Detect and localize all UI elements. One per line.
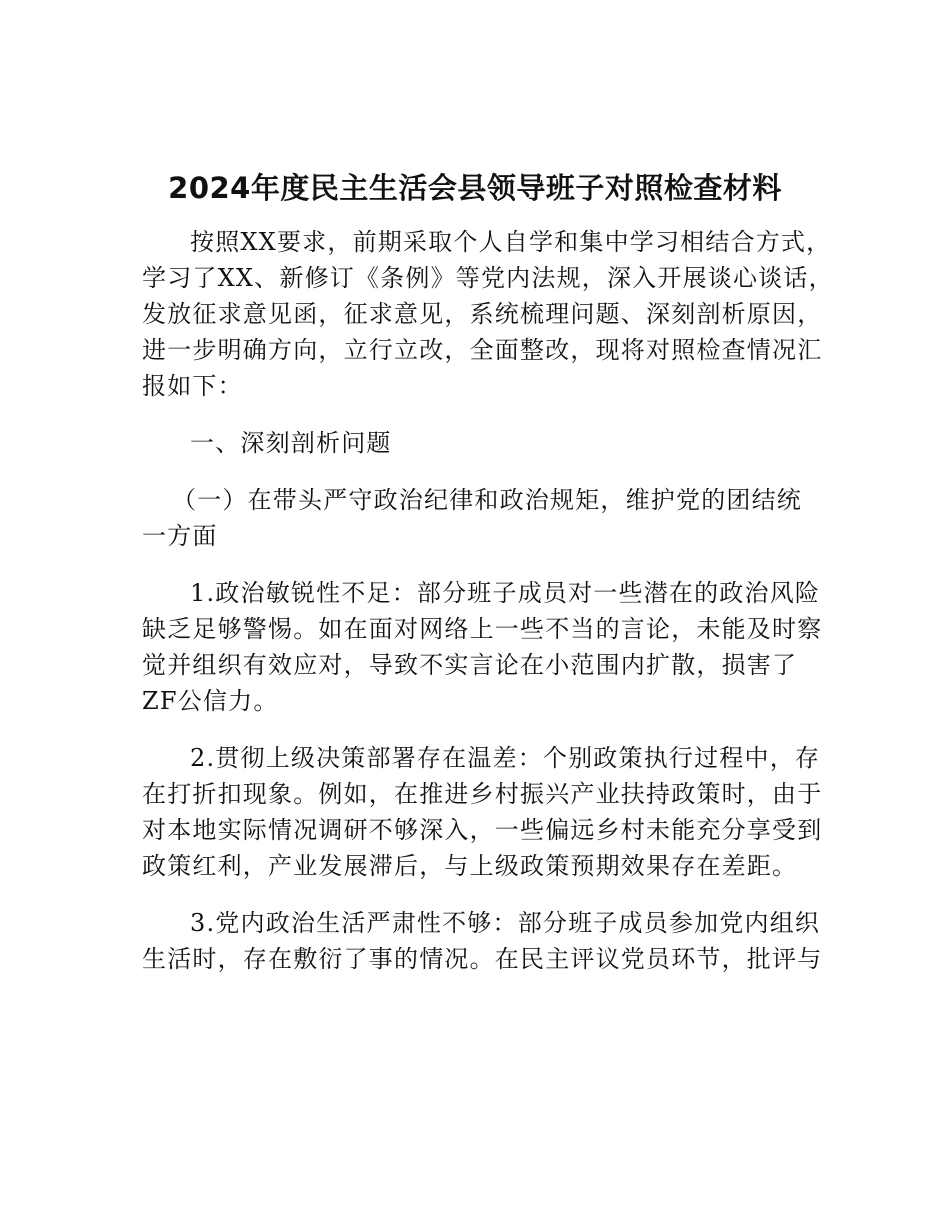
text-line: 发放征求意见函，征求意见，系统梳理问题、深刻剖析原因， bbox=[142, 300, 823, 328]
text-line: 1.政治敏锐性不足：部分班子成员对一些潜在的政治风险 bbox=[190, 579, 821, 607]
paragraph-item-1 bbox=[142, 575, 822, 719]
text-line: 一、深刻剖析问题 bbox=[190, 429, 392, 457]
text-line: 觉并组织有效应对，导致不实言论在小范围内扩散，损害了 bbox=[142, 651, 798, 679]
text-line: 2.贯彻上级决策部署存在温差：个别政策执行过程中，存 bbox=[190, 744, 821, 772]
paragraph-intro bbox=[142, 224, 834, 404]
text-line: 政策红利，产业发展滞后，与上级政策预期效果存在差距。 bbox=[142, 852, 798, 880]
text-line: 学习了XX、新修订《条例》等党内法规，深入开展谈心谈话， bbox=[142, 264, 834, 292]
text-line: 按照XX要求，前期采取个人自学和集中学习相结合方式， bbox=[190, 228, 832, 256]
text-line: 报如下： bbox=[142, 372, 243, 400]
text-line: 进一步明确方向，立行立改，全面整改，现将对照检查情况汇 bbox=[142, 336, 823, 364]
document-body bbox=[142, 224, 834, 977]
text-line: 在打折扣现象。例如，在推进乡村振兴产业扶持政策时，由于 bbox=[142, 780, 823, 808]
paragraph-item-2 bbox=[142, 740, 822, 884]
text-line: （一）在带头严守政治纪律和政治规矩，维护党的团结统 bbox=[172, 486, 802, 514]
text-line: 一方面 bbox=[142, 522, 218, 550]
document-title: 2024年度民主生活会县领导班子对照检查材料 bbox=[168, 171, 782, 205]
subsection-heading bbox=[142, 482, 822, 554]
text-line: 3.党内政治生活严肃性不够：部分班子成员参加党内组织 bbox=[190, 909, 821, 937]
text-line: 缺乏足够警惕。如在面对网络上一些不当的言论，未能及时察 bbox=[142, 615, 823, 643]
text-line: 对本地实际情况调研不够深入，一些偏远乡村未能充分享受到 bbox=[142, 816, 823, 844]
paragraph-item-3 bbox=[142, 905, 822, 977]
text-line: ZF公信力。 bbox=[142, 687, 279, 715]
section-heading bbox=[142, 425, 822, 461]
text-line: 生活时，存在敷衍了事的情况。在民主评议党员环节，批评与 bbox=[142, 945, 823, 973]
